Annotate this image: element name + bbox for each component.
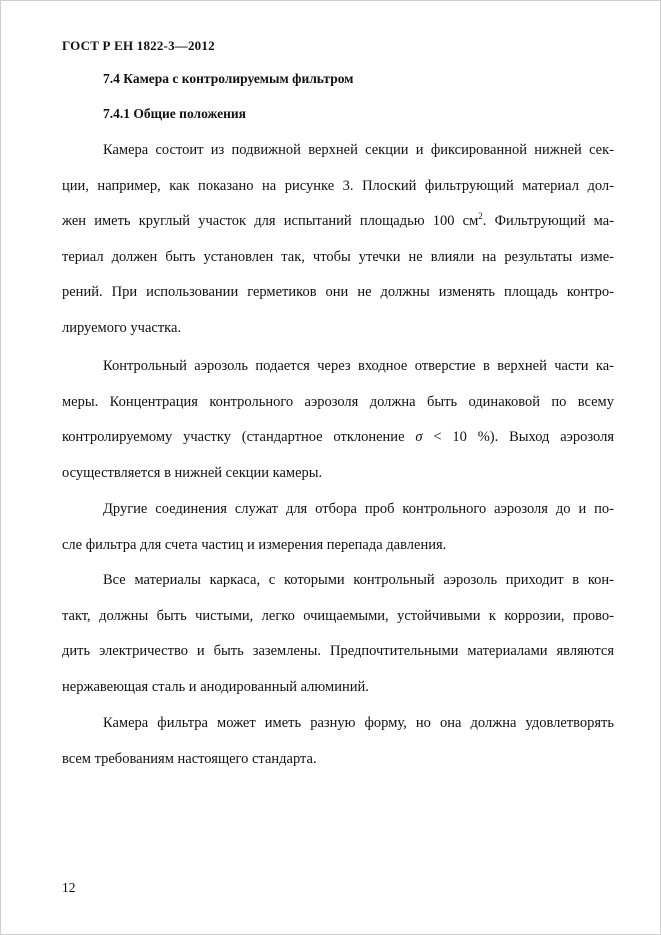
- paragraph-line: Камера состоит из подвижной верхней секции и фиксированной нижней сек-: [103, 142, 614, 158]
- paragraph-line: Камера фильтра может иметь разную форму, но она должна удовлетворять: [103, 715, 614, 731]
- paragraph-4: [62, 563, 614, 705]
- paragraph-line: всем требованиям настоящего стандарта.: [62, 750, 317, 767]
- paragraph-line: лируемого участка.: [62, 319, 182, 336]
- paragraph-line: меры. Концентрация контрольного аэрозоля должна быть одинаковой по всему: [62, 393, 614, 410]
- paragraph-line: ции, например, как показано на рисунке 3. Плоский фильтрующий материал дол-: [62, 177, 614, 194]
- section-heading: 7.4 Камера с контролируемым фильтром: [103, 71, 354, 86]
- paragraph-line: сле фильтра для счета частиц и измерения перепада давления.: [62, 536, 447, 553]
- page-number: 12: [62, 880, 76, 895]
- paragraph-2: [62, 349, 614, 491]
- area-exponent: 2: [478, 211, 483, 222]
- line-text: < 10 %). Выход аэрозоля: [433, 429, 615, 446]
- paragraph-line: Другие соединения служат для отбора проб контрольного аэрозоля до и по-: [103, 501, 614, 517]
- paragraph-line: Все материалы каркаса, с которыми контрольный аэрозоль приходит в кон-: [103, 572, 614, 588]
- paragraph-line: Контрольный аэрозоль подается через входное отверстие в верхней части ка-: [103, 358, 614, 374]
- paragraph-line: нержавеющая сталь и анодированный алюминий.: [62, 678, 369, 695]
- line-text: контролируемому участку (стандартное отклонение: [62, 429, 405, 446]
- paragraph-1: [62, 133, 614, 347]
- paragraph-line: [62, 420, 614, 456]
- paragraph-line: такт, должны быть чистыми, легко очищаемыми, устойчивыми к коррозии, прово-: [62, 607, 614, 624]
- paragraph-3: [62, 492, 614, 563]
- document-header: ГОСТ Р ЕН 1822-3—2012: [62, 38, 215, 53]
- paragraph-line: осуществляется в нижней секции камеры.: [62, 464, 323, 481]
- line-text: . Фильтрующий ма-: [482, 213, 614, 230]
- line-text: жен иметь круглый участок для испытаний площадью 100 см: [62, 213, 479, 230]
- paragraph-line: [62, 204, 614, 240]
- subsection-heading: 7.4.1 Общие положения: [103, 106, 246, 121]
- paragraph-line: дить электричество и быть заземлены. Предпочтительными материалами являются: [62, 643, 614, 660]
- paragraph-5: [62, 706, 614, 777]
- paragraph-line: териал должен быть установлен так, чтобы утечки не влияли на результаты изме-: [62, 248, 614, 265]
- paragraph-line: рений. При использовании герметиков они не должны изменять площадь контро-: [62, 284, 614, 301]
- sigma-symbol: σ: [415, 429, 423, 446]
